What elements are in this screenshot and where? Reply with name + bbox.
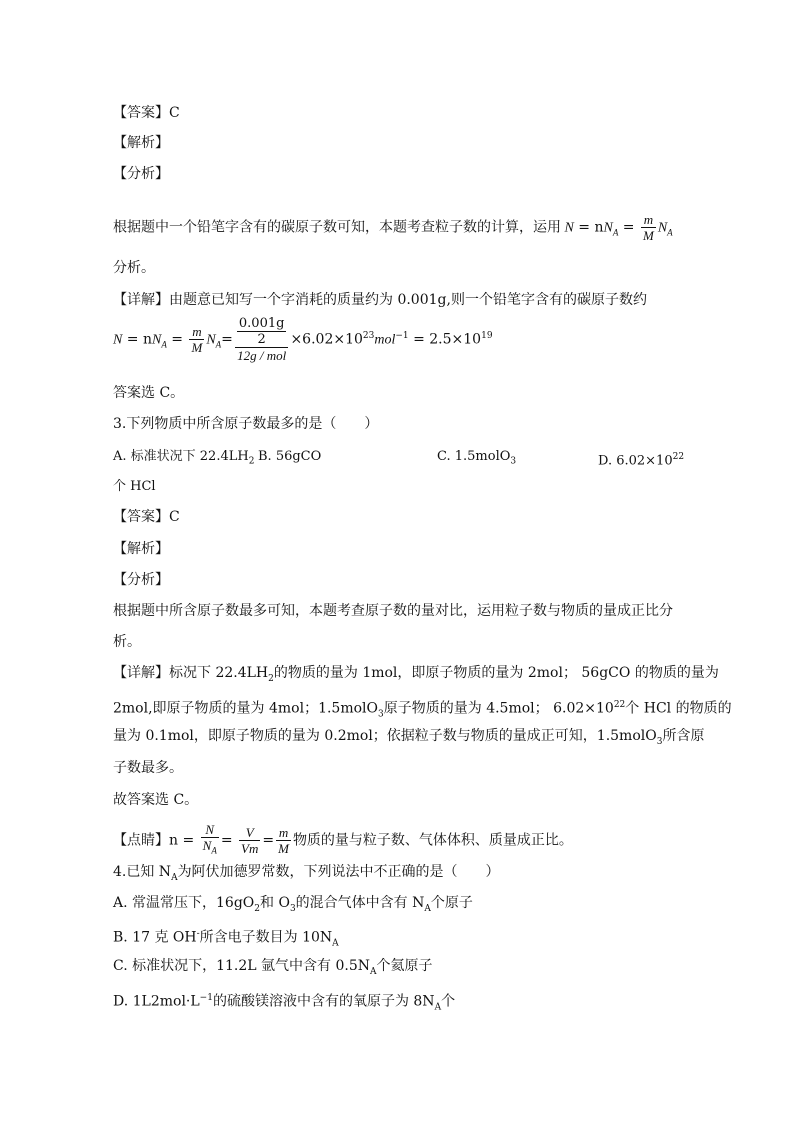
q3-answer: 【答案】C	[113, 509, 180, 525]
q3-detail-l2: 2mol,即原子物质的量为 4mol；1.5molO$_3$原子物质的量为 4.5mol； $6.02\times 10^{22}$个 HCl 的物质的	[113, 700, 732, 720]
q3-option-a: A. 标准状况下 $22.4LH_2$	[113, 449, 255, 467]
q3-option-c: C. 1.5molO$_3$	[437, 449, 517, 467]
q4-option-b: B. 17 克 OH-所含电子数目为 $10N_A$	[113, 929, 339, 949]
q3-detail-l3: 量为 0.1mol，即原子物质的量为 0.2mol；依据粒子数与物质的量成正可知，1.5molO$_3$所含原	[113, 728, 705, 747]
q2-formula-block: $N = nN_A$ = $\frac{m}{M}$ $N_A=$ $\frac{\frac{0.001g}{2}}{\text{12g / mol}}$ $\times 6.02\times 10^{23}mol^{-1} = 2.5\times 10^{19}$	[113, 316, 493, 363]
q3-dianjing-line: 【点睛】n = $\frac{N}{N_A}$ = $\frac{V}{Vm}$ = $\frac{m}{M}$ 物质的量与粒子数、气体体积、质量成正比。	[113, 822, 573, 856]
q3-detail-l4: 子数最多。	[113, 760, 183, 776]
q2-analysis-line: 根据题中一个铅笔字含有的碳原子数可知，本题考查粒子数的计算，运用 $N = nN_A$ = $\frac{m}{M}$ $N_A$	[113, 212, 673, 243]
q2-formula-inline: N	[561, 220, 574, 236]
q2-fenxi-heading: 【分析】	[113, 166, 169, 182]
q4-option-a: A. 常温常压下，$16gO_2$和 $O_3$的混合气体中含有 $N_A$个原子	[113, 895, 473, 914]
q2-frac-inline: $\frac{m}{M}$	[642, 212, 654, 243]
q3-stem: 3.下列物质中所含原子数最多的是（ ）	[113, 416, 379, 432]
q2-big-fraction: $\frac{\frac{0.001g}{2}}{\text{12g / mol}}$	[235, 316, 289, 363]
q4-stem: 4.已知 $N_A$为阿伏加德罗常数，下列说法中不正确的是（ ）	[113, 864, 500, 883]
q3-analysis-l2: 析。	[113, 634, 141, 650]
q2-answer: 【答案】C	[113, 105, 180, 121]
q3-fenxi-heading: 【分析】	[113, 572, 169, 588]
q3-option-d-cont: 个 HCl	[113, 479, 156, 494]
q3-option-b: B. 56gCO	[258, 449, 322, 464]
q2-jiexi-heading: 【解析】	[113, 135, 169, 151]
q3-conclusion: 故答案选 C。	[113, 792, 199, 808]
q2-detail-line: 【详解】由题意已知写一个字消耗的质量约为 0.001g,则一个铅笔字含有的碳原子数约	[113, 292, 647, 308]
q3-jiexi-heading: 【解析】	[113, 541, 169, 557]
q4-option-c: C. 标准状况下，11.2L 氩气中含有 $0.5N_A$个氦原子	[113, 958, 433, 977]
q3-analysis-l1: 根据题中所含原子数最多可知，本题考查原子数的量对比，运用粒子数与物质的量成正比分	[113, 603, 673, 619]
q3-detail-l1: 【详解】标况下 $22.4LH_2$的物质的量为 1mol，即原子物质的量为 2mol； 56gCO 的物质的量为	[113, 665, 719, 684]
q2-analysis-text: 根据题中一个铅笔字含有的碳原子数可知，本题考查粒子数的计算，运用	[113, 219, 561, 236]
q4-option-d: D. $1L2mol\cdot L^{-1}$的硫酸镁溶液中含有的氧原子为 $8N_A$个	[113, 993, 456, 1013]
q3-option-d: D. $6.02\times 10^{22}$	[598, 452, 685, 469]
q2-conclusion: 答案选 C。	[113, 385, 185, 401]
q2-analysis-end: 分析。	[113, 260, 155, 276]
